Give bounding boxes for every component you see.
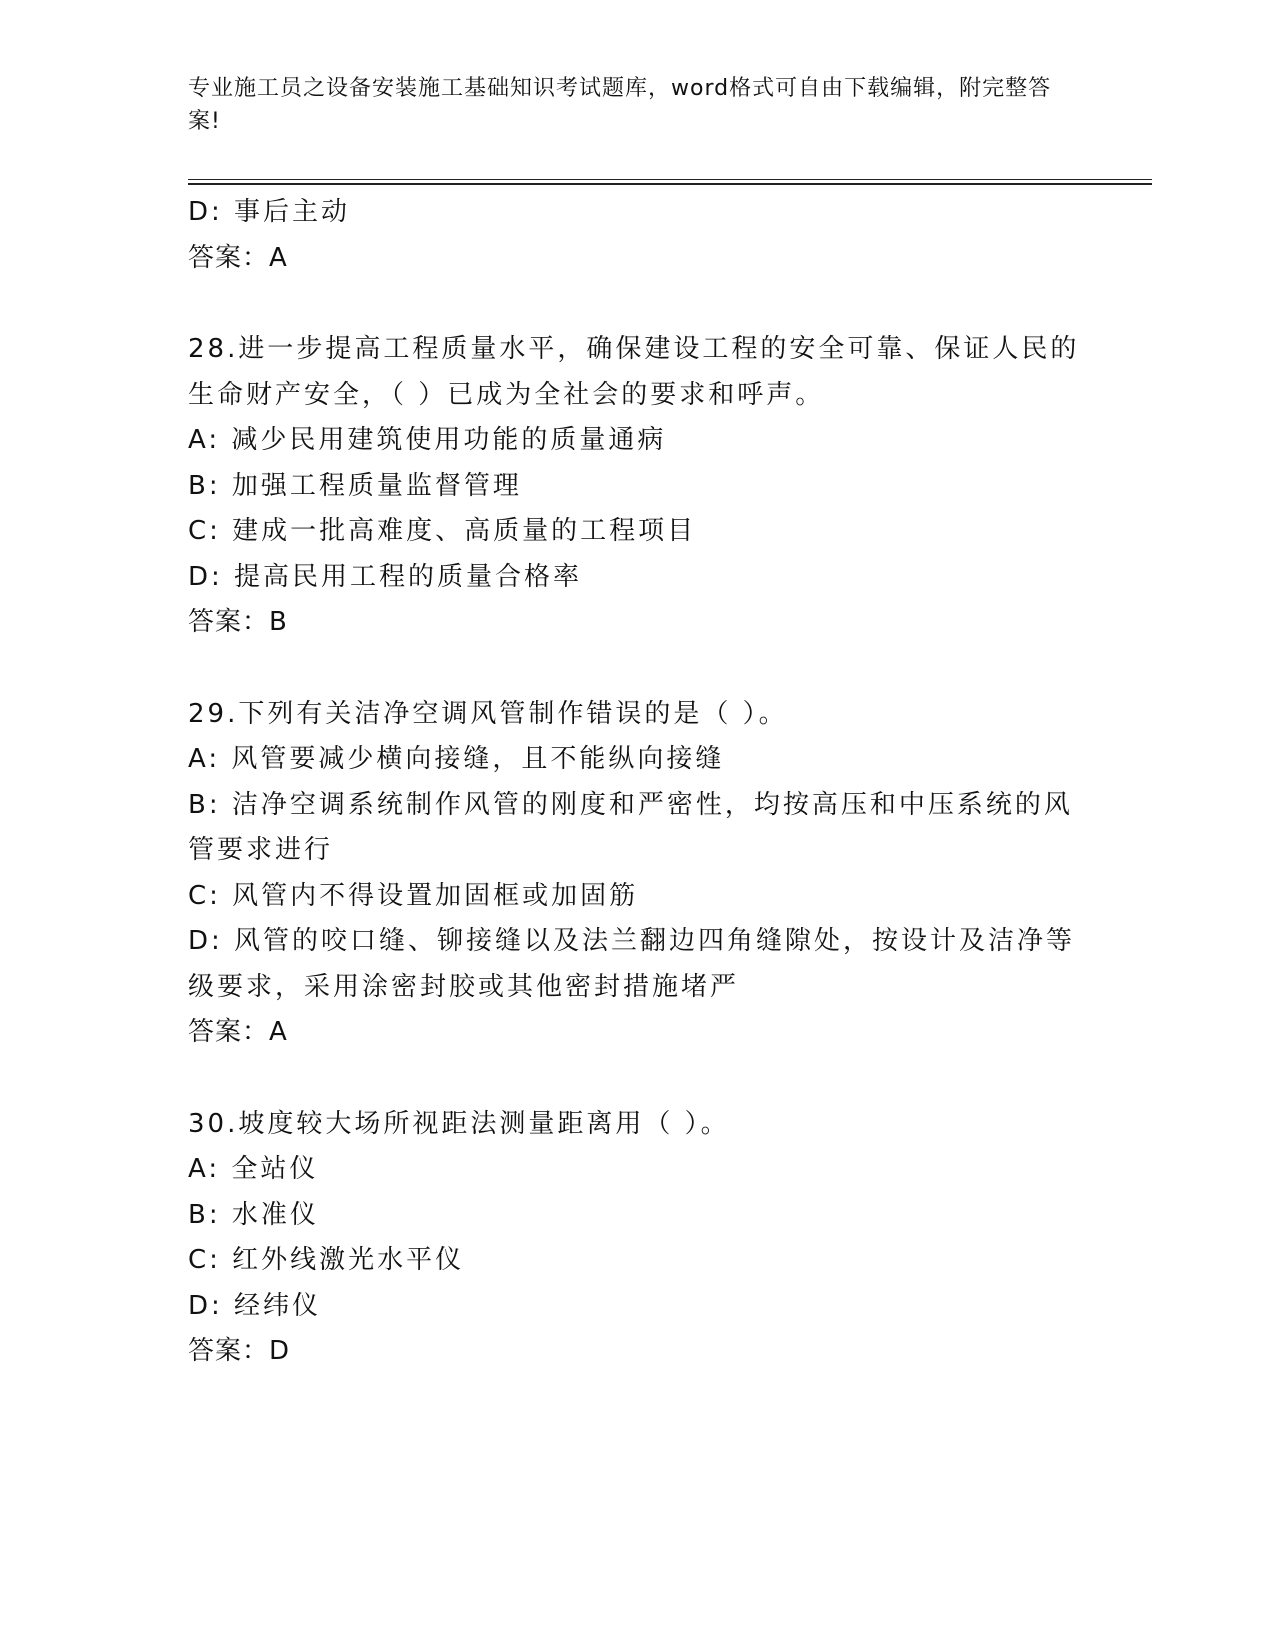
question-27-fragment bbox=[188, 190, 1088, 281]
answer-line: 答案：D bbox=[188, 1336, 291, 1366]
spacer bbox=[188, 646, 1088, 692]
answer-line: 答案：B bbox=[188, 607, 288, 637]
option-d: D: 经纬仪 bbox=[188, 1290, 322, 1321]
header-divider-thin bbox=[188, 179, 1152, 180]
option-d: D: 事后主动 bbox=[188, 197, 351, 227]
header-title: 专业施工员之设备安装施工基础知识考试题库，word格式可自由下载编辑，附完整答案! bbox=[188, 76, 1052, 134]
header-divider-thick bbox=[188, 183, 1152, 185]
option-b: B: 加强工程质量监督管理 bbox=[188, 470, 522, 501]
option-c: C: 建成一批高难度、高质量的工程项目 bbox=[188, 516, 697, 546]
question-list bbox=[188, 190, 1088, 1375]
question-28 bbox=[188, 327, 1088, 646]
option-b: B: 洁净空调系统制作风管的刚度和严密性，均按高压和中压系统的风管要求进行 bbox=[188, 789, 1073, 865]
question-29 bbox=[188, 692, 1088, 1056]
option-a: A: 风管要减少横向接缝，且不能纵向接缝 bbox=[188, 744, 725, 774]
option-c: C: 红外线激光水平仪 bbox=[188, 1245, 465, 1275]
question-stem: 28.进一步提高工程质量水平，确保建设工程的安全可靠、保证人民的生命财产安全，（ ）已成为全社会的要求和呼声。 bbox=[188, 334, 1080, 410]
question-30 bbox=[188, 1102, 1088, 1375]
option-d: D: 提高民用工程的质量合格率 bbox=[188, 561, 583, 592]
answer-line: 答案：A bbox=[188, 1017, 288, 1047]
spacer bbox=[188, 281, 1088, 327]
option-b: B: 水准仪 bbox=[188, 1199, 319, 1230]
document-header bbox=[188, 72, 1068, 138]
question-stem: 29.下列有关洁净空调风管制作错误的是（ ）。 bbox=[188, 698, 788, 729]
spacer bbox=[188, 1056, 1088, 1102]
option-a: A: 减少民用建筑使用功能的质量通病 bbox=[188, 425, 667, 455]
question-stem: 30.坡度较大场所视距法测量距离用（ ）。 bbox=[188, 1108, 730, 1139]
answer-line: 答案：A bbox=[188, 242, 288, 273]
option-d: D: 风管的咬口缝、铆接缝以及法兰翻边四角缝隙处，按设计及洁净等级要求，采用涂密封胶或其他密封措施堵严 bbox=[188, 926, 1076, 1002]
option-c: C: 风管内不得设置加固框或加固筋 bbox=[188, 880, 639, 911]
option-a: A: 全站仪 bbox=[188, 1154, 319, 1184]
